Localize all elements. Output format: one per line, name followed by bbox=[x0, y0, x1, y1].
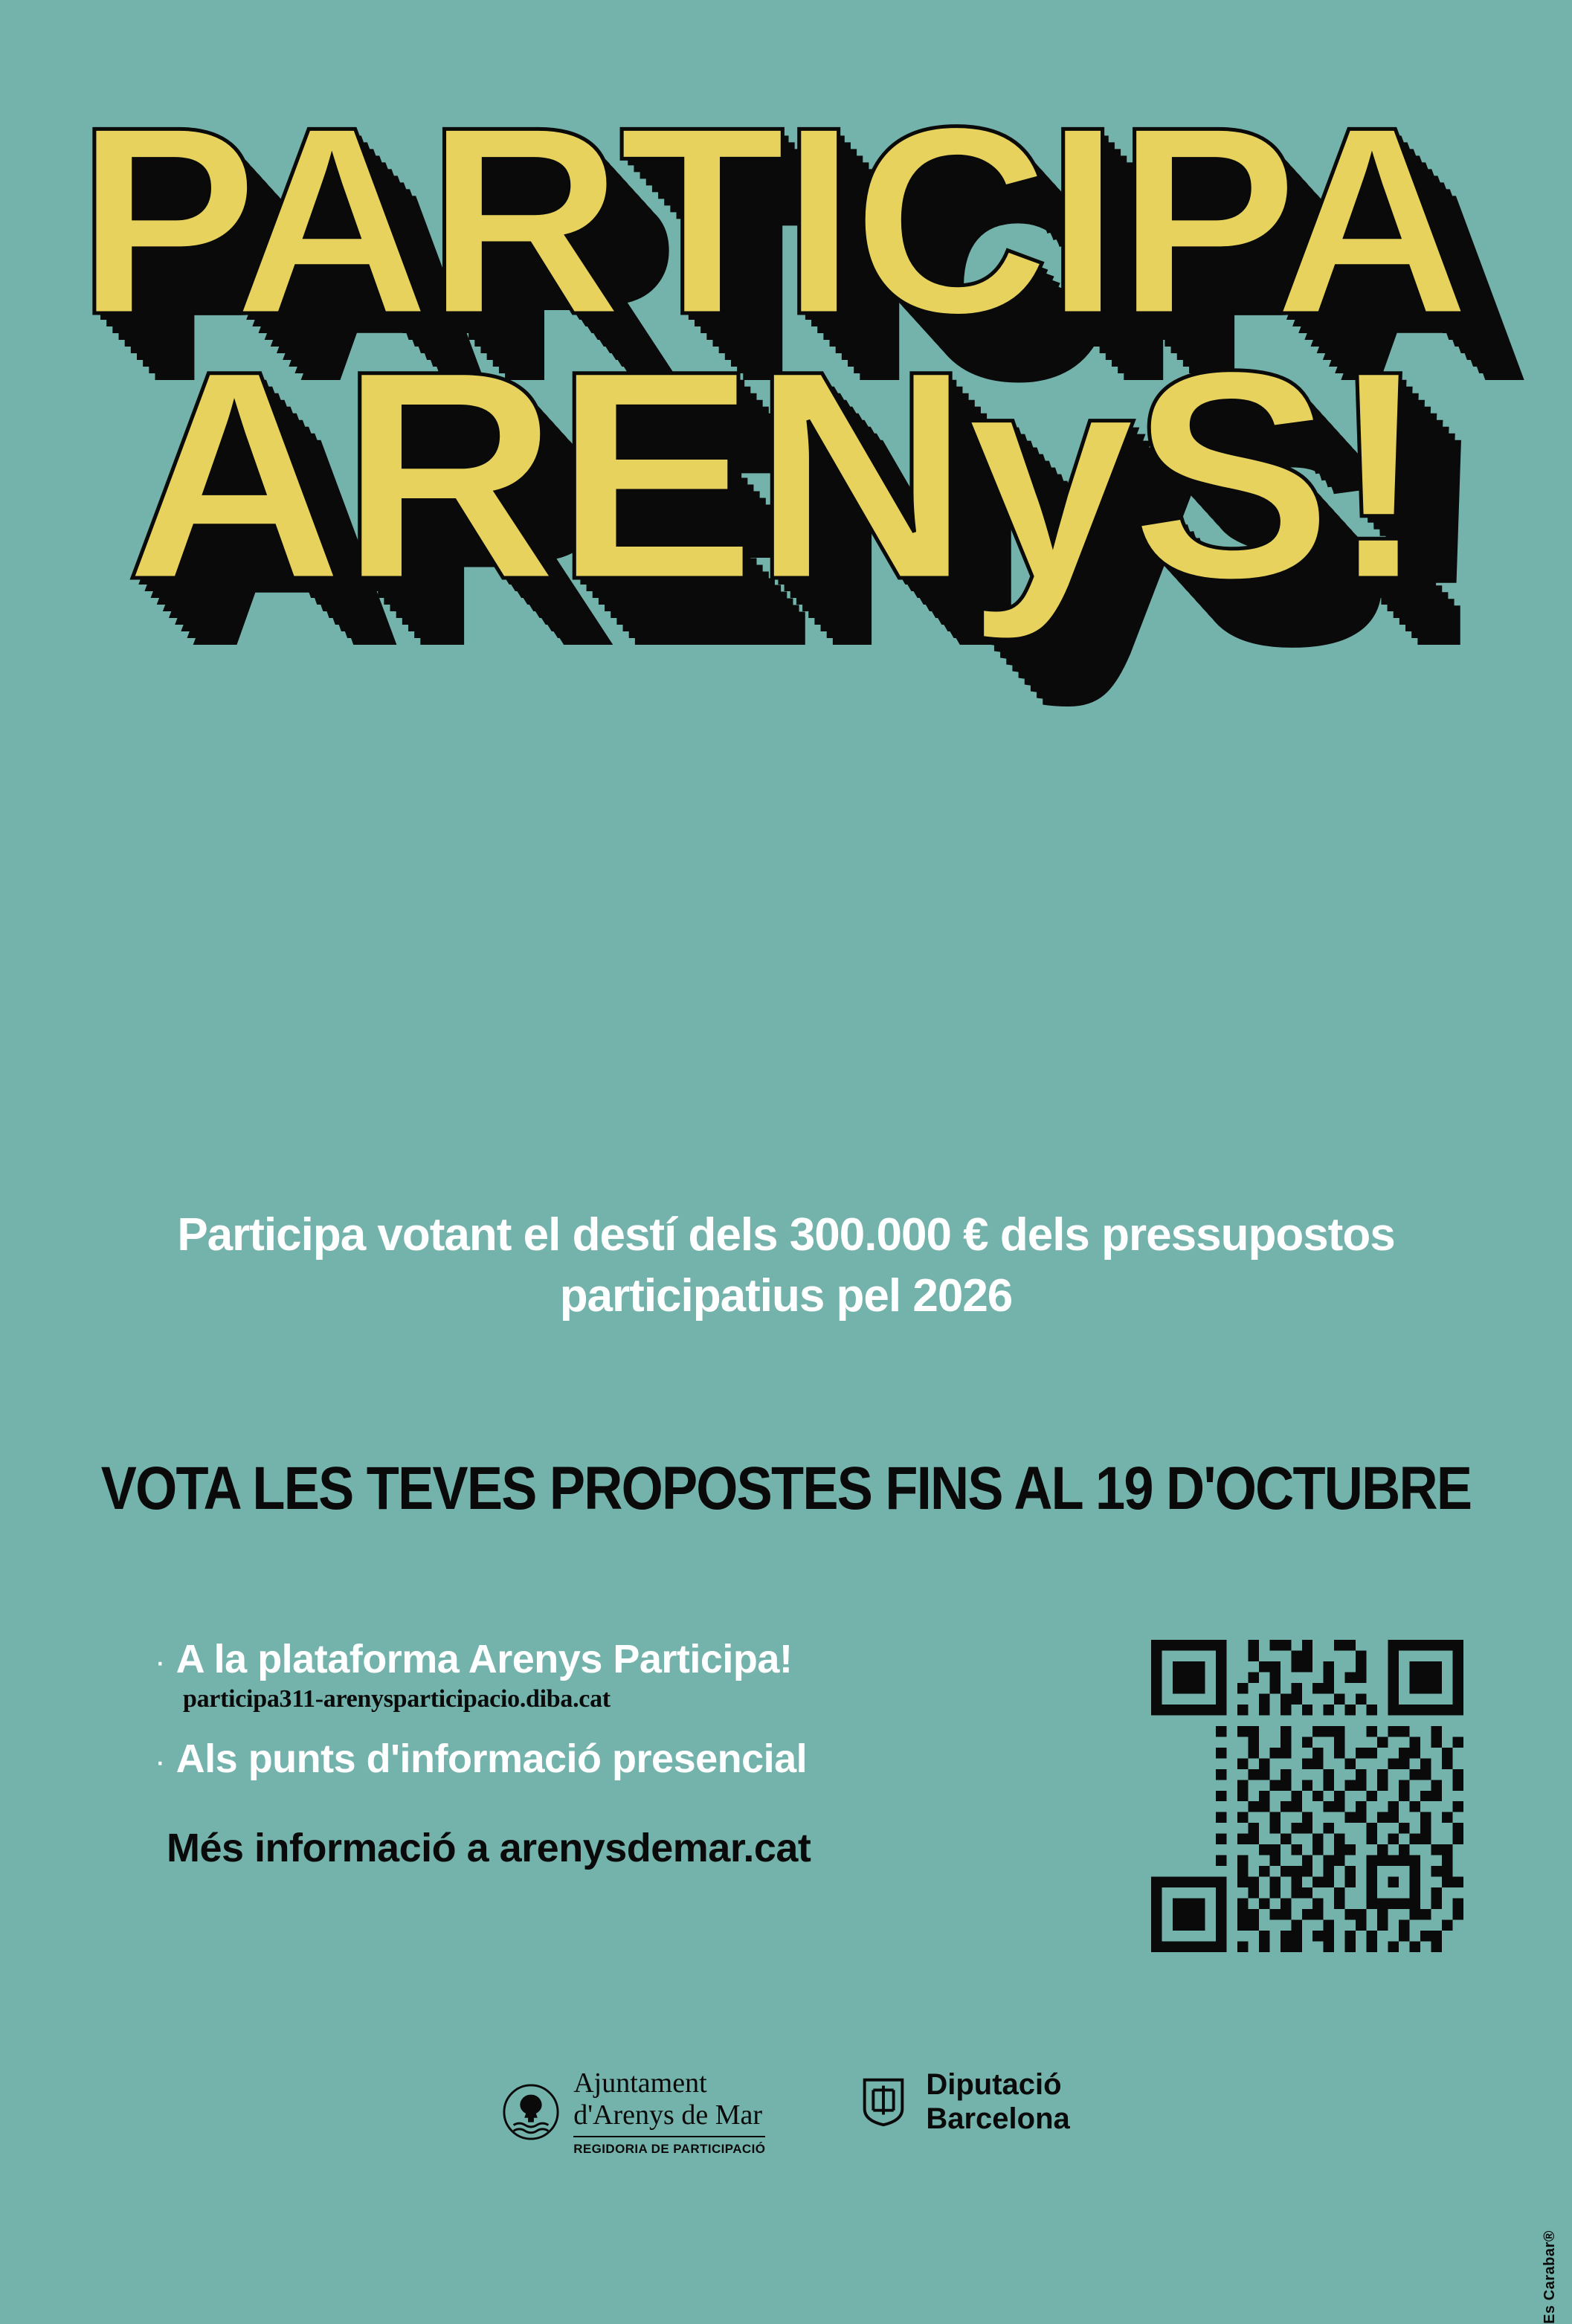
logo-ajuntament-arenys-de-mar bbox=[502, 2067, 765, 2157]
logo-ajuntament-department: REGIDORIA DE PARTICIPACIÓ bbox=[573, 2136, 765, 2157]
logo-ajuntament-line-2: d'Arenys de Mar bbox=[573, 2099, 763, 2131]
institutional-logos bbox=[0, 2067, 1572, 2157]
poster-subtitle: Participa votant el destí dels 300.000 € dels pressupostos participatius pel 2026 bbox=[177, 1209, 1395, 1322]
designer-credit: Es Carabar® bbox=[1542, 2230, 1558, 2324]
logo-diba-line-1: Diputació bbox=[926, 2068, 1062, 2101]
qr-code-svg bbox=[1151, 1640, 1463, 1952]
poster-headline bbox=[0, 71, 1572, 642]
more-info-text[interactable]: Més informació a arenysdemar.cat bbox=[167, 1826, 811, 1870]
platform-url[interactable]: participa311-arenysparticipacio.diba.cat bbox=[183, 1685, 611, 1713]
tree-shield-crest-icon bbox=[502, 2083, 560, 2141]
list-item bbox=[155, 1736, 1047, 1782]
bullet-icon: · bbox=[155, 1743, 166, 1780]
participation-options bbox=[155, 1636, 1047, 1871]
list-item bbox=[155, 1636, 1047, 1682]
headline-line-1: PARTICIPA bbox=[76, 71, 1466, 370]
logo-diputacio-barcelona bbox=[854, 2067, 1069, 2136]
qr-code-icon[interactable] bbox=[1151, 1640, 1463, 1952]
headline-line-2: ARENyS! bbox=[124, 309, 1426, 642]
option-label-in-person: Als punts d'informació presencial bbox=[175, 1736, 808, 1781]
option-label-platform: A la plataforma Arenys Participa! bbox=[175, 1637, 793, 1681]
barcelona-crest-icon bbox=[854, 2073, 912, 2131]
logo-diba-line-2: Barcelona bbox=[926, 2102, 1070, 2135]
logo-ajuntament-line-1: Ajuntament bbox=[573, 2067, 707, 2099]
poster-call-to-action: VOTA LES TEVES PROPOSTES FINS AL 19 D'OCTUBRE bbox=[100, 1455, 1472, 1522]
bullet-icon: · bbox=[155, 1644, 166, 1680]
